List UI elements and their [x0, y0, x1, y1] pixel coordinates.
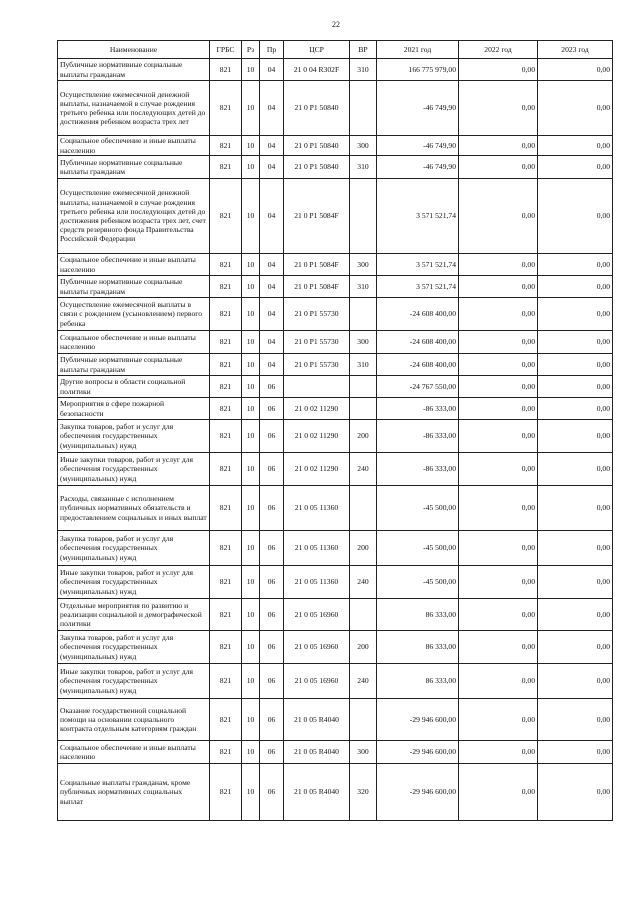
cell-pr: 06: [260, 398, 284, 420]
table-row: [58, 531, 613, 566]
cell-vr: 200: [350, 420, 377, 453]
cell-rz: 10: [242, 376, 260, 398]
cell-csr: 21 0 05 R4040: [284, 699, 350, 741]
cell-vr: 240: [350, 566, 377, 599]
cell-rz: 10: [242, 599, 260, 631]
cell-grbs: 821: [210, 531, 242, 566]
cell-2022: 0,00: [459, 486, 538, 531]
table-row: [58, 136, 613, 156]
cell-pr: 04: [260, 254, 284, 276]
cell-pr: 04: [260, 136, 284, 156]
cell-grbs: 821: [210, 156, 242, 179]
cell-2021: 166 775 979,00: [377, 59, 459, 81]
table-row: [58, 59, 613, 81]
cell-2021: 86 333,00: [377, 631, 459, 664]
cell-vr: 200: [350, 631, 377, 664]
cell-csr: 21 0 P1 50840: [284, 156, 350, 179]
cell-grbs: 821: [210, 599, 242, 631]
cell-vr: 240: [350, 453, 377, 486]
cell-pr: 04: [260, 331, 284, 354]
cell-vr: [350, 486, 377, 531]
cell-name: Публичные нормативные социальные выплаты гражданам: [58, 276, 210, 298]
budget-table: [57, 40, 613, 821]
cell-rz: 10: [242, 276, 260, 298]
cell-pr: 06: [260, 631, 284, 664]
cell-grbs: 821: [210, 664, 242, 699]
cell-rz: 10: [242, 486, 260, 531]
cell-2022: 0,00: [459, 354, 538, 376]
cell-vr: 300: [350, 331, 377, 354]
cell-2021: -46 749,90: [377, 156, 459, 179]
cell-2021: 3 571 521,74: [377, 276, 459, 298]
cell-pr: 06: [260, 420, 284, 453]
cell-2021: -45 500,00: [377, 566, 459, 599]
cell-2022: 0,00: [459, 741, 538, 764]
header-csr: ЦСР: [284, 41, 350, 59]
cell-pr: 04: [260, 156, 284, 179]
cell-vr: 310: [350, 59, 377, 81]
cell-2023: 0,00: [538, 59, 613, 81]
cell-2021: -24 608 400,00: [377, 331, 459, 354]
cell-2022: 0,00: [459, 664, 538, 699]
cell-name: Осуществление ежемесячной денежной выплаты, назначаемой в случае рождения третьего ребенка или последующих детей до достижения ребенком возраста трех лет, счет средств резервного фонда Правительства Российской Федерации: [58, 179, 210, 254]
cell-pr: 06: [260, 699, 284, 741]
cell-2023: 0,00: [538, 566, 613, 599]
cell-2022: 0,00: [459, 254, 538, 276]
cell-name: Иные закупки товаров, работ и услуг для обеспечения государственных (муниципальных) нужд: [58, 566, 210, 599]
cell-rz: 10: [242, 664, 260, 699]
cell-2023: 0,00: [538, 331, 613, 354]
header-2022: 2022 год: [459, 41, 538, 59]
cell-2022: 0,00: [459, 156, 538, 179]
cell-grbs: 821: [210, 254, 242, 276]
cell-csr: 21 0 P1 50840: [284, 136, 350, 156]
cell-grbs: 821: [210, 376, 242, 398]
cell-csr: 21 0 04 R302F: [284, 59, 350, 81]
cell-pr: 06: [260, 764, 284, 821]
cell-name: Осуществление ежемесячной денежной выплаты, назначаемой в случае рождения третьего ребенка или последующих детей до достижения ребенком возраста трех лет: [58, 81, 210, 136]
cell-rz: 10: [242, 331, 260, 354]
table-body: [58, 59, 613, 821]
table-row: [58, 331, 613, 354]
cell-name: Оказание государственной социальной помощи на основании социального контракта отдельным категориям граждан: [58, 699, 210, 741]
cell-2022: 0,00: [459, 298, 538, 331]
cell-csr: 21 0 P1 5084F: [284, 254, 350, 276]
cell-grbs: 821: [210, 59, 242, 81]
cell-vr: [350, 376, 377, 398]
cell-2022: 0,00: [459, 136, 538, 156]
table-row: [58, 599, 613, 631]
cell-2022: 0,00: [459, 453, 538, 486]
table-row: [58, 179, 613, 254]
cell-vr: [350, 179, 377, 254]
cell-csr: [284, 376, 350, 398]
cell-vr: 300: [350, 254, 377, 276]
cell-name: Другие вопросы в области социальной политики: [58, 376, 210, 398]
cell-2022: 0,00: [459, 179, 538, 254]
cell-2023: 0,00: [538, 354, 613, 376]
table-row: [58, 298, 613, 331]
cell-2022: 0,00: [459, 276, 538, 298]
cell-name: Иные закупки товаров, работ и услуг для обеспечения государственных (муниципальных) нужд: [58, 453, 210, 486]
table-row: [58, 156, 613, 179]
cell-2023: 0,00: [538, 81, 613, 136]
cell-name: Публичные нормативные социальные выплаты гражданам: [58, 59, 210, 81]
header-vr: ВР: [350, 41, 377, 59]
cell-grbs: 821: [210, 566, 242, 599]
cell-vr: 300: [350, 741, 377, 764]
cell-2023: 0,00: [538, 631, 613, 664]
cell-2021: 3 571 521,74: [377, 179, 459, 254]
cell-name: Публичные нормативные социальные выплаты гражданам: [58, 156, 210, 179]
cell-2023: 0,00: [538, 531, 613, 566]
cell-grbs: 821: [210, 398, 242, 420]
cell-rz: 10: [242, 420, 260, 453]
cell-csr: 21 0 02 11290: [284, 398, 350, 420]
cell-vr: [350, 398, 377, 420]
cell-2023: 0,00: [538, 486, 613, 531]
cell-csr: 21 0 P1 55730: [284, 354, 350, 376]
cell-name: Социальное обеспечение и иные выплаты населению: [58, 741, 210, 764]
header-2021: 2021 год: [377, 41, 459, 59]
cell-pr: 06: [260, 453, 284, 486]
cell-2022: 0,00: [459, 331, 538, 354]
header-grbs: ГРБС: [210, 41, 242, 59]
cell-2021: -29 946 600,00: [377, 699, 459, 741]
cell-rz: 10: [242, 741, 260, 764]
cell-2022: 0,00: [459, 59, 538, 81]
cell-grbs: 821: [210, 276, 242, 298]
cell-name: Социальные выплаты гражданам, кроме публичных нормативных социальных выплат: [58, 764, 210, 821]
cell-2023: 0,00: [538, 453, 613, 486]
cell-grbs: 821: [210, 764, 242, 821]
cell-2023: 0,00: [538, 298, 613, 331]
cell-name: Мероприятия в сфере пожарной безопасности: [58, 398, 210, 420]
cell-vr: [350, 599, 377, 631]
cell-2022: 0,00: [459, 376, 538, 398]
cell-2021: 86 333,00: [377, 664, 459, 699]
cell-pr: 06: [260, 376, 284, 398]
cell-grbs: 821: [210, 631, 242, 664]
cell-2022: 0,00: [459, 81, 538, 136]
cell-pr: 04: [260, 298, 284, 331]
cell-name: Социальное обеспечение и иные выплаты населению: [58, 331, 210, 354]
cell-vr: 200: [350, 531, 377, 566]
cell-2022: 0,00: [459, 531, 538, 566]
cell-csr: 21 0 05 16960: [284, 599, 350, 631]
cell-csr: 21 0 05 11360: [284, 486, 350, 531]
cell-2022: 0,00: [459, 420, 538, 453]
cell-pr: 06: [260, 531, 284, 566]
table-row: [58, 420, 613, 453]
table-row: [58, 254, 613, 276]
cell-2022: 0,00: [459, 764, 538, 821]
cell-csr: 21 0 05 16960: [284, 664, 350, 699]
cell-grbs: 821: [210, 298, 242, 331]
cell-grbs: 821: [210, 420, 242, 453]
cell-rz: 10: [242, 764, 260, 821]
cell-vr: [350, 81, 377, 136]
cell-2023: 0,00: [538, 599, 613, 631]
cell-2023: 0,00: [538, 420, 613, 453]
cell-name: Расходы, связанные с исполнением публичных нормативных обязательств и предоставлением социальных и иных выплат: [58, 486, 210, 531]
table-row: [58, 376, 613, 398]
cell-csr: 21 0 05 R4040: [284, 764, 350, 821]
cell-2021: 86 333,00: [377, 599, 459, 631]
table-row: [58, 81, 613, 136]
cell-vr: 320: [350, 764, 377, 821]
cell-grbs: 821: [210, 331, 242, 354]
cell-pr: 04: [260, 59, 284, 81]
cell-2021: -24 608 400,00: [377, 298, 459, 331]
cell-pr: 06: [260, 664, 284, 699]
cell-2023: 0,00: [538, 664, 613, 699]
cell-vr: 310: [350, 276, 377, 298]
cell-2023: 0,00: [538, 276, 613, 298]
cell-grbs: 821: [210, 486, 242, 531]
cell-name: Закупка товаров, работ и услуг для обеспечения государственных (муниципальных) нужд: [58, 631, 210, 664]
header-name: Наименование: [58, 41, 210, 59]
cell-name: Закупка товаров, работ и услуг для обеспечения государственных (муниципальных) нужд: [58, 531, 210, 566]
cell-rz: 10: [242, 631, 260, 664]
cell-rz: 10: [242, 453, 260, 486]
table-row: [58, 764, 613, 821]
header-pr: Пр: [260, 41, 284, 59]
cell-pr: 04: [260, 354, 284, 376]
cell-pr: 06: [260, 599, 284, 631]
table-row: [58, 486, 613, 531]
cell-csr: 21 0 P1 50840: [284, 81, 350, 136]
cell-2023: 0,00: [538, 156, 613, 179]
cell-2021: -29 946 600,00: [377, 741, 459, 764]
table-row: [58, 276, 613, 298]
cell-csr: 21 0 05 16960: [284, 631, 350, 664]
cell-2021: -86 333,00: [377, 398, 459, 420]
cell-2021: -45 500,00: [377, 486, 459, 531]
cell-grbs: 821: [210, 741, 242, 764]
cell-rz: 10: [242, 136, 260, 156]
cell-2021: -45 500,00: [377, 531, 459, 566]
cell-grbs: 821: [210, 453, 242, 486]
table-row: [58, 631, 613, 664]
cell-pr: 06: [260, 486, 284, 531]
cell-csr: 21 0 05 11360: [284, 566, 350, 599]
cell-csr: 21 0 P1 55730: [284, 331, 350, 354]
cell-pr: 06: [260, 566, 284, 599]
table-row: [58, 699, 613, 741]
cell-grbs: 821: [210, 179, 242, 254]
cell-rz: 10: [242, 566, 260, 599]
cell-2022: 0,00: [459, 631, 538, 664]
table-row: [58, 664, 613, 699]
cell-rz: 10: [242, 398, 260, 420]
cell-name: Закупка товаров, работ и услуг для обеспечения государственных (муниципальных) нужд: [58, 420, 210, 453]
cell-csr: 21 0 02 11290: [284, 453, 350, 486]
cell-grbs: 821: [210, 699, 242, 741]
cell-name: Публичные нормативные социальные выплаты гражданам: [58, 354, 210, 376]
cell-name: Социальное обеспечение и иные выплаты населению: [58, 254, 210, 276]
table-row: [58, 453, 613, 486]
cell-csr: 21 0 05 R4040: [284, 741, 350, 764]
cell-grbs: 821: [210, 136, 242, 156]
cell-2021: -24 767 550,00: [377, 376, 459, 398]
cell-vr: 240: [350, 664, 377, 699]
cell-pr: 04: [260, 179, 284, 254]
cell-grbs: 821: [210, 81, 242, 136]
cell-2022: 0,00: [459, 398, 538, 420]
cell-2023: 0,00: [538, 179, 613, 254]
cell-2021: 3 571 521,74: [377, 254, 459, 276]
cell-2021: -24 608 400,00: [377, 354, 459, 376]
cell-2021: -86 333,00: [377, 453, 459, 486]
cell-csr: 21 0 P1 5084F: [284, 276, 350, 298]
cell-vr: [350, 699, 377, 741]
cell-csr: 21 0 P1 55730: [284, 298, 350, 331]
page-number: 22: [332, 20, 340, 29]
cell-csr: 21 0 P1 5084F: [284, 179, 350, 254]
cell-vr: [350, 298, 377, 331]
cell-rz: 10: [242, 254, 260, 276]
cell-vr: 310: [350, 354, 377, 376]
table-row: [58, 741, 613, 764]
cell-2021: -46 749,90: [377, 136, 459, 156]
cell-2023: 0,00: [538, 136, 613, 156]
cell-pr: 04: [260, 276, 284, 298]
header-rz: Рз: [242, 41, 260, 59]
cell-csr: 21 0 02 11290: [284, 420, 350, 453]
cell-rz: 10: [242, 81, 260, 136]
cell-rz: 10: [242, 59, 260, 81]
cell-name: Социальное обеспечение и иные выплаты населению: [58, 136, 210, 156]
cell-2021: -86 333,00: [377, 420, 459, 453]
cell-2023: 0,00: [538, 376, 613, 398]
cell-2023: 0,00: [538, 764, 613, 821]
cell-rz: 10: [242, 354, 260, 376]
cell-2023: 0,00: [538, 699, 613, 741]
cell-rz: 10: [242, 699, 260, 741]
header-2023: 2023 год: [538, 41, 613, 59]
cell-vr: 310: [350, 156, 377, 179]
cell-2021: -46 749,90: [377, 81, 459, 136]
cell-name: Осуществление ежемесячной выплаты в связи с рождением (усыновлением) первого ребенка: [58, 298, 210, 331]
cell-rz: 10: [242, 298, 260, 331]
cell-name: Отдельные мероприятия по развитию и реализации социальной и демографической политики: [58, 599, 210, 631]
cell-pr: 06: [260, 741, 284, 764]
cell-grbs: 821: [210, 354, 242, 376]
table-header-row: [58, 41, 613, 59]
cell-2023: 0,00: [538, 741, 613, 764]
table-row: [58, 354, 613, 376]
cell-name: Иные закупки товаров, работ и услуг для обеспечения государственных (муниципальных) нужд: [58, 664, 210, 699]
cell-2023: 0,00: [538, 254, 613, 276]
cell-2023: 0,00: [538, 398, 613, 420]
cell-2022: 0,00: [459, 566, 538, 599]
cell-2022: 0,00: [459, 699, 538, 741]
cell-pr: 04: [260, 81, 284, 136]
cell-rz: 10: [242, 179, 260, 254]
cell-2022: 0,00: [459, 599, 538, 631]
cell-2021: -29 946 600,00: [377, 764, 459, 821]
table-row: [58, 566, 613, 599]
cell-vr: 300: [350, 136, 377, 156]
cell-rz: 10: [242, 156, 260, 179]
table-row: [58, 398, 613, 420]
cell-csr: 21 0 05 11360: [284, 531, 350, 566]
cell-rz: 10: [242, 531, 260, 566]
